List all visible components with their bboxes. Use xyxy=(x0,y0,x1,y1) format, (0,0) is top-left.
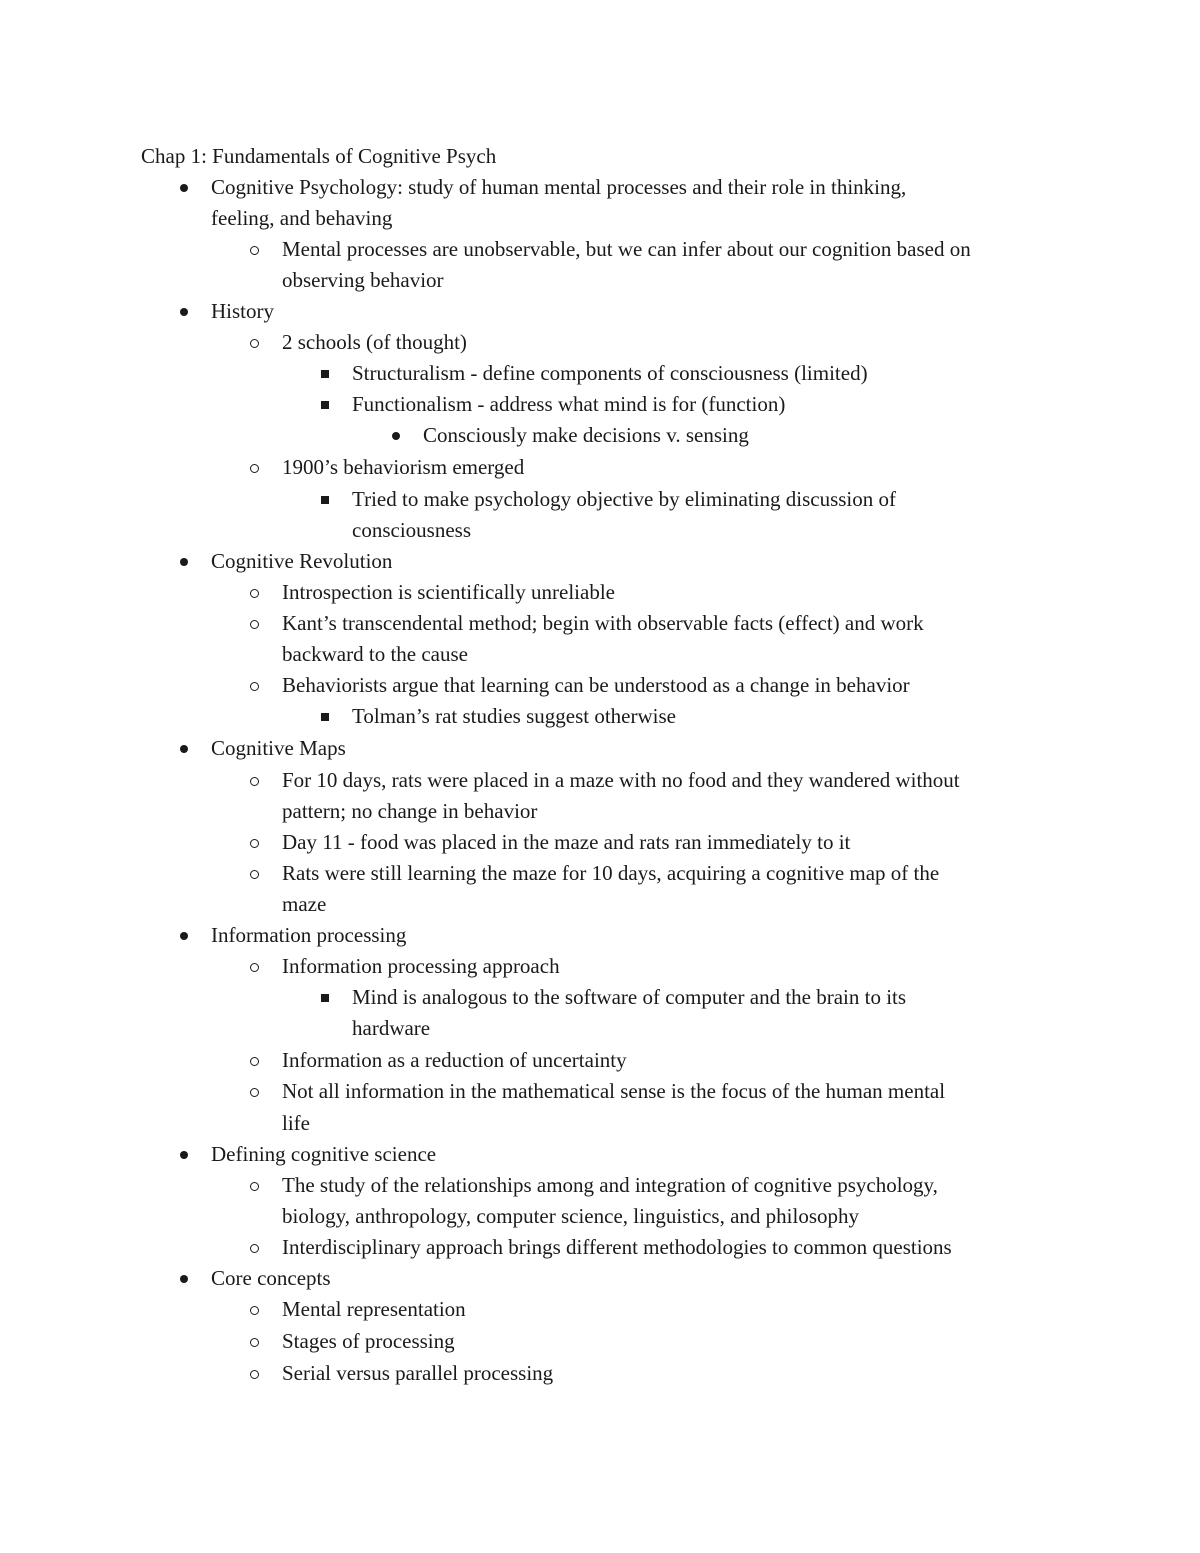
disc-bullet-icon xyxy=(175,172,195,203)
list-item-continuation: life xyxy=(282,1111,310,1135)
disc-bullet-icon xyxy=(175,546,195,577)
list-item-continuation: backward to the cause xyxy=(282,642,468,666)
list-item: Introspection is scientifically unreliable xyxy=(282,577,615,608)
square-bullet-icon xyxy=(316,484,336,515)
list-item: Day 11 - food was placed in the maze and rats ran immediately to it xyxy=(282,827,850,858)
circle-bullet-icon xyxy=(246,827,266,858)
circle-bullet-icon xyxy=(246,951,266,982)
list-item: Information as a reduction of uncertainty xyxy=(282,1045,627,1076)
circle-bullet-icon xyxy=(246,1045,266,1076)
circle-bullet-icon xyxy=(246,1170,266,1201)
circle-bullet-icon xyxy=(246,327,266,358)
circle-bullet-icon xyxy=(246,1294,266,1325)
list-item: Information processing xyxy=(211,920,406,951)
list-item: Consciously make decisions v. sensing xyxy=(423,420,749,451)
list-item: Cognitive Maps xyxy=(211,733,346,764)
list-item: Interdisciplinary approach brings different methodologies to common questions xyxy=(282,1232,952,1263)
square-bullet-icon xyxy=(316,701,336,732)
disc-bullet-icon xyxy=(175,1139,195,1170)
circle-bullet-icon xyxy=(246,1232,266,1263)
list-item: Mind is analogous to the software of computer and the brain to its xyxy=(352,982,906,1013)
list-item-continuation: pattern; no change in behavior xyxy=(282,799,538,823)
list-item: History xyxy=(211,296,274,327)
list-item: 2 schools (of thought) xyxy=(282,327,467,358)
circle-bullet-icon xyxy=(246,234,266,265)
list-item: Core concepts xyxy=(211,1263,331,1294)
circle-bullet-icon xyxy=(246,452,266,483)
square-bullet-icon xyxy=(316,982,336,1013)
disc-bullet-icon xyxy=(175,1263,195,1294)
list-item-continuation: feeling, and behaving xyxy=(211,206,393,230)
circle-bullet-icon xyxy=(246,608,266,639)
list-item: Mental processes are unobservable, but we can infer about our cognition based on xyxy=(282,234,971,265)
circle-bullet-icon xyxy=(246,577,266,608)
list-item: Kant’s transcendental method; begin with observable facts (effect) and work xyxy=(282,608,924,639)
list-item: Mental representation xyxy=(282,1294,466,1325)
list-item: The study of the relationships among and integration of cognitive psychology, xyxy=(282,1170,938,1201)
circle-bullet-icon xyxy=(246,765,266,796)
circle-bullet-icon xyxy=(246,670,266,701)
circle-bullet-icon xyxy=(246,858,266,889)
square-bullet-icon xyxy=(316,358,336,389)
list-item: Serial versus parallel processing xyxy=(282,1358,553,1389)
disc-bullet-icon xyxy=(387,420,407,451)
list-item: Stages of processing xyxy=(282,1326,455,1357)
circle-bullet-icon xyxy=(246,1326,266,1357)
list-item-continuation: observing behavior xyxy=(282,268,444,292)
list-item: Behaviorists argue that learning can be understood as a change in behavior xyxy=(282,670,910,701)
list-item: 1900’s behaviorism emerged xyxy=(282,452,524,483)
list-item: Information processing approach xyxy=(282,951,560,982)
list-item-continuation: biology, anthropology, computer science, linguistics, and philosophy xyxy=(282,1204,860,1228)
list-item: Cognitive Psychology: study of human mental processes and their role in thinking, xyxy=(211,172,906,203)
disc-bullet-icon xyxy=(175,733,195,764)
list-item: Defining cognitive science xyxy=(211,1139,436,1170)
disc-bullet-icon xyxy=(175,920,195,951)
list-item: Cognitive Revolution xyxy=(211,546,392,577)
list-item-continuation: maze xyxy=(282,892,327,916)
list-item: Not all information in the mathematical sense is the focus of the human mental xyxy=(282,1076,945,1107)
disc-bullet-icon xyxy=(175,296,195,327)
circle-bullet-icon xyxy=(246,1358,266,1389)
list-item-continuation: hardware xyxy=(352,1016,431,1040)
square-bullet-icon xyxy=(316,389,336,420)
list-item: Structuralism - define components of consciousness (limited) xyxy=(352,358,868,389)
list-item-continuation: consciousness xyxy=(352,518,471,542)
list-item: Tolman’s rat studies suggest otherwise xyxy=(352,701,676,732)
list-item: Functionalism - address what mind is for (function) xyxy=(352,389,785,420)
list-item: Rats were still learning the maze for 10 days, acquiring a cognitive map of the xyxy=(282,858,939,889)
list-item: For 10 days, rats were placed in a maze with no food and they wandered without xyxy=(282,765,960,796)
page-title: Chap 1: Fundamentals of Cognitive Psych xyxy=(141,144,497,168)
list-item: Tried to make psychology objective by eliminating discussion of xyxy=(352,484,896,515)
circle-bullet-icon xyxy=(246,1076,266,1107)
